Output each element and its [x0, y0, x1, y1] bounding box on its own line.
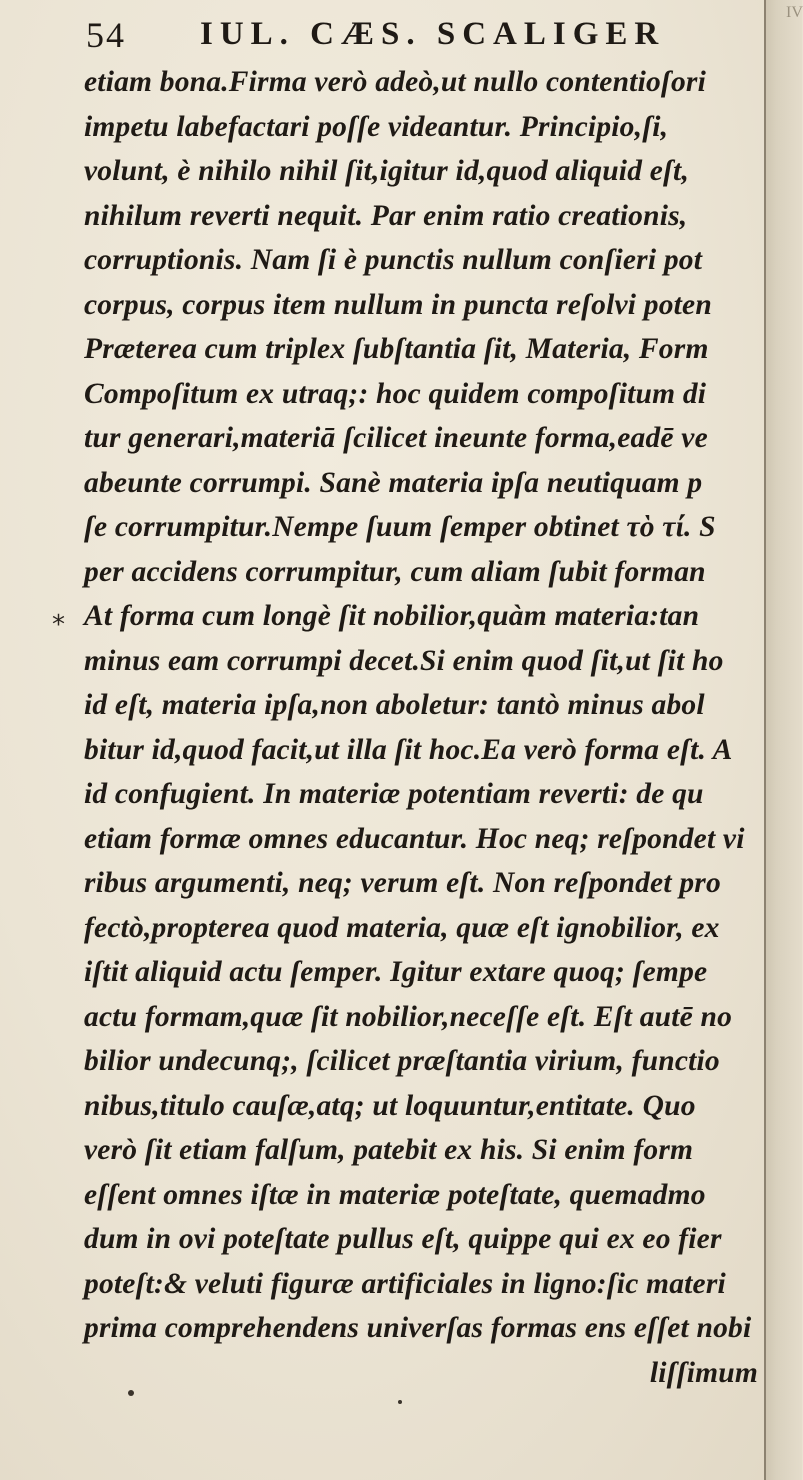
text-line: etiam formæ omnes educantur. Hoc neq; reſpondet vi — [84, 822, 745, 855]
text-line: bitur id,quod facit,ut illa ſit hoc.Ea verò forma eſt. A — [84, 733, 733, 766]
text-line: nibus,titulo cauſæ,atq; ut loquuntur,entitate. Quo — [84, 1089, 696, 1122]
text-line: ſe corrumpitur.Nempe ſuum ſemper obtinet τὸ τί. S — [84, 511, 716, 543]
text-line: abeunte corrumpi. Sanè materia ipſa neutiquam p — [84, 466, 703, 499]
text-line: Præterea cum triplex ſubſtantia ſit, Materia, Form — [84, 333, 709, 365]
text-line: per accidens corrumpitur, cum aliam ſubit forman — [84, 555, 706, 588]
text-line: nihilum reverti nequit. Par enim ratio creationis, — [84, 199, 688, 232]
running-head — [86, 14, 756, 54]
text-line: iſtit aliquid actu ſemper. Igitur extare quoq; ſempe — [84, 956, 708, 988]
text-line-last: liſſimum — [649, 1356, 758, 1389]
text-line: volunt, è nihilo nihil ſit,igitur id,quod aliquid eſt, — [84, 155, 690, 187]
body-text — [84, 60, 764, 1395]
gutter-mark: IV — [786, 4, 803, 21]
text-line: id confugient. In materiæ potentiam reverti: de qu — [84, 778, 704, 810]
text-line: prima comprehendens univerſas formas ens eſſet nobi — [84, 1312, 752, 1344]
text-line: corpus, corpus item nullum in puncta reſolvi poten — [84, 288, 712, 321]
ink-speck — [398, 1400, 402, 1404]
text-line: actu formam,quæ ſit nobilior,neceſſe eſt. Eſt autē no — [84, 1000, 733, 1033]
text-line: impetu labefactari poſſe videantur. Principio,ſi, — [84, 110, 669, 143]
margin-asterisk-mark: * — [52, 610, 65, 640]
ink-speck — [128, 1390, 134, 1396]
text-line: ribus argumenti, neq; verum eſt. Non reſpondet pro — [84, 867, 721, 899]
header-title: IUL. CÆS. SCALIGER — [200, 16, 666, 52]
text-line: At forma cum longè ſit nobilior,quàm materia:tan — [84, 600, 700, 632]
text-line: fectò,propterea quod materia, quæ eſt ignobilior, ex — [84, 911, 720, 944]
text-line: poteſt:& veluti figuræ artificiales in ligno:ſic materi — [84, 1267, 726, 1300]
binding-gutter — [764, 0, 802, 1480]
text-line: Compoſitum ex utraq;: hoc quidem compoſitum di — [84, 377, 707, 410]
text-line: dum in ovi poteſtate pullus eſt, quippe qui ex eo fier — [84, 1223, 722, 1255]
text-line: corruptionis. Nam ſi è punctis nullum conſieri pot — [84, 244, 703, 276]
text-line: bilior undecunq;, ſcilicet præſtantia virium, functio — [84, 1045, 720, 1077]
text-line: tur generari,materiā ſcilicet ineunte forma,eadē ve — [84, 422, 708, 454]
page-number: 54 — [86, 15, 126, 55]
text-line: id eſt, materia ipſa,non aboletur: tantò minus abol — [84, 689, 705, 721]
text-line: etiam bona.Firma verò adeò,ut nullo contentioſori — [84, 66, 706, 98]
text-line: minus eam corrumpi decet.Si enim quod ſit,ut ſit ho — [84, 644, 724, 677]
text-line: verò ſit etiam falſum, patebit ex his. Si enim form — [84, 1134, 694, 1166]
text-line: eſſent omnes iſtæ in materiæ poteſtate, quemadmo — [84, 1178, 706, 1211]
